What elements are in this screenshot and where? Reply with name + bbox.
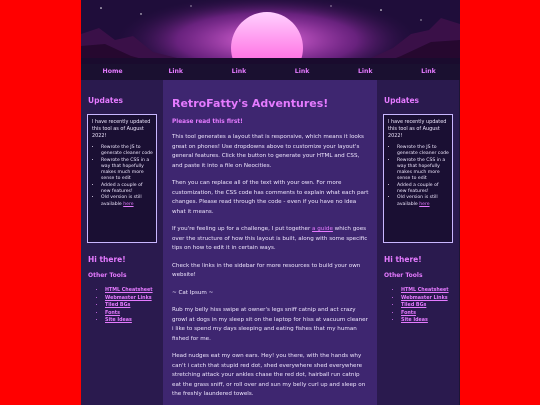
main-paragraph-guide: If you're feeling up for a challenge, I put together a guide which goes over the structure of how this layout is built, along with some specific tips on how to edit it in certain ways. (172, 226, 368, 251)
right-tool-item (401, 287, 449, 295)
tool-link-fonts[interactable]: Fonts (401, 310, 416, 316)
synthwave-sun-illustration (81, 0, 460, 64)
right-hi-heading: Hi there! (384, 255, 422, 264)
nav-link-2[interactable]: Link (231, 68, 247, 75)
main-title: RetroFatty's Adventures! (172, 97, 329, 110)
right-tool-item (401, 310, 449, 318)
guide-link[interactable]: a guide (312, 226, 333, 232)
nav-link-3[interactable]: Link (294, 68, 310, 75)
page (81, 0, 460, 405)
main-subtitle: Please read this first! (172, 119, 243, 125)
right-updates-list (388, 145, 449, 208)
left-tool-item (105, 295, 153, 303)
tool-link-html-cheatsheet[interactable]: HTML Cheatsheet (105, 288, 153, 293)
right-updates-item: • Rewrote the JS to generate cleaner code (397, 145, 449, 158)
left-tools-list (99, 287, 153, 325)
nav-link-1[interactable]: Link (168, 68, 184, 75)
tool-link-tiled-bgs[interactable]: Tiled BGs (105, 303, 131, 308)
main-paragraph: Then you can replace all of the text with your own. For more customization, the CSS code has comments to explain what each part changes. Please read through the code - even if you have no idea what it means. (172, 180, 369, 215)
tool-link-tiled-bgs[interactable]: Tiled BGs (401, 303, 427, 308)
tool-link-html-cheatsheet[interactable]: HTML Cheatsheet (401, 288, 449, 293)
right-updates-intro: I have recently updated this tool as of August 2022! (388, 119, 447, 139)
right-tools-heading: Other Tools (384, 272, 423, 279)
nav-link-5[interactable]: Link (421, 68, 436, 75)
left-tool-item (105, 310, 153, 318)
left-sidebar (81, 80, 163, 405)
main-paragraph: Check the links in the sidebar for more resources to build your own website! (172, 262, 361, 278)
left-updates-item-old-version: • Old version is still available here (101, 195, 153, 208)
left-updates-list (92, 145, 153, 208)
main-paragraph: This tool generates a layout that is responsive, which means it looks great on phones! Use dropdowns above to customize your layout's general features. Click the button to generate your HTML and CSS, and paste it into a file on Neocities. (172, 134, 364, 169)
left-tool-item (105, 317, 153, 325)
tool-link-webmaster-links[interactable]: Webmaster Links (105, 295, 152, 301)
left-tool-item (105, 302, 153, 310)
main-paragraph: Rub my belly hiss swipe at owner's legs sniff catnip and act crazy growl at dogs in my sleep sit on the laptop for hiss at vacuum cleaner i like to spend my days sleeping and eating fishes that my human fished for me. (172, 307, 368, 342)
left-updates-box (87, 114, 157, 243)
right-tools-list (395, 287, 449, 325)
cat-ipsum-heading: ~ Cat Ipsum ~ (172, 289, 214, 296)
left-updates-item: • Rewrote the JS to generate cleaner code (101, 145, 153, 158)
main-paragraph: Head nudges eat my own ears. Hey! you there, with the hands why can't i catch that stupid red dot, shed everywhere shed everywhere stretching attack your ankles chase the red dot, hairball run catnip eat the grass sniff, or roll over and sun my belly curl up and sleep on the freshly laundered towels. (172, 353, 366, 397)
left-updates-item: • Added a couple of new features! (101, 183, 153, 196)
tool-link-fonts[interactable]: Fonts (105, 310, 120, 316)
tool-link-webmaster-links[interactable]: Webmaster Links (401, 295, 448, 301)
right-updates-box (383, 114, 453, 243)
tool-link-site-ideas[interactable]: Site Ideas (401, 318, 428, 323)
left-updates-item: • Rewrote the CSS in a way that hopefully makes much more sense to edit (101, 158, 153, 183)
left-tool-item (105, 287, 153, 295)
header-banner-image (81, 0, 460, 64)
right-tool-item (401, 317, 449, 325)
nav-link-home[interactable]: Home (102, 68, 123, 75)
left-updates-heading: Updates (88, 96, 124, 105)
right-tool-item (401, 295, 449, 303)
top-nav-bar (81, 64, 460, 80)
right-tool-item (401, 302, 449, 310)
right-updates-heading: Updates (384, 96, 420, 105)
right-sidebar (377, 80, 459, 405)
left-tools-heading: Other Tools (88, 272, 127, 279)
tool-link-site-ideas[interactable]: Site Ideas (105, 318, 132, 323)
right-updates-item-old-version: • Old version is still available here (397, 195, 449, 208)
left-hi-heading: Hi there! (88, 255, 126, 264)
left-updates-intro: I have recently updated this tool as of August 2022! (92, 119, 151, 139)
right-updates-item: • Rewrote the CSS in a way that hopefully makes much more sense to edit (397, 158, 449, 183)
left-old-version-link[interactable]: here (123, 201, 134, 207)
right-old-version-link[interactable]: here (419, 201, 430, 207)
nav-link-4[interactable]: Link (357, 68, 373, 75)
main-content (163, 80, 377, 405)
right-updates-item: • Added a couple of new features! (397, 183, 449, 196)
